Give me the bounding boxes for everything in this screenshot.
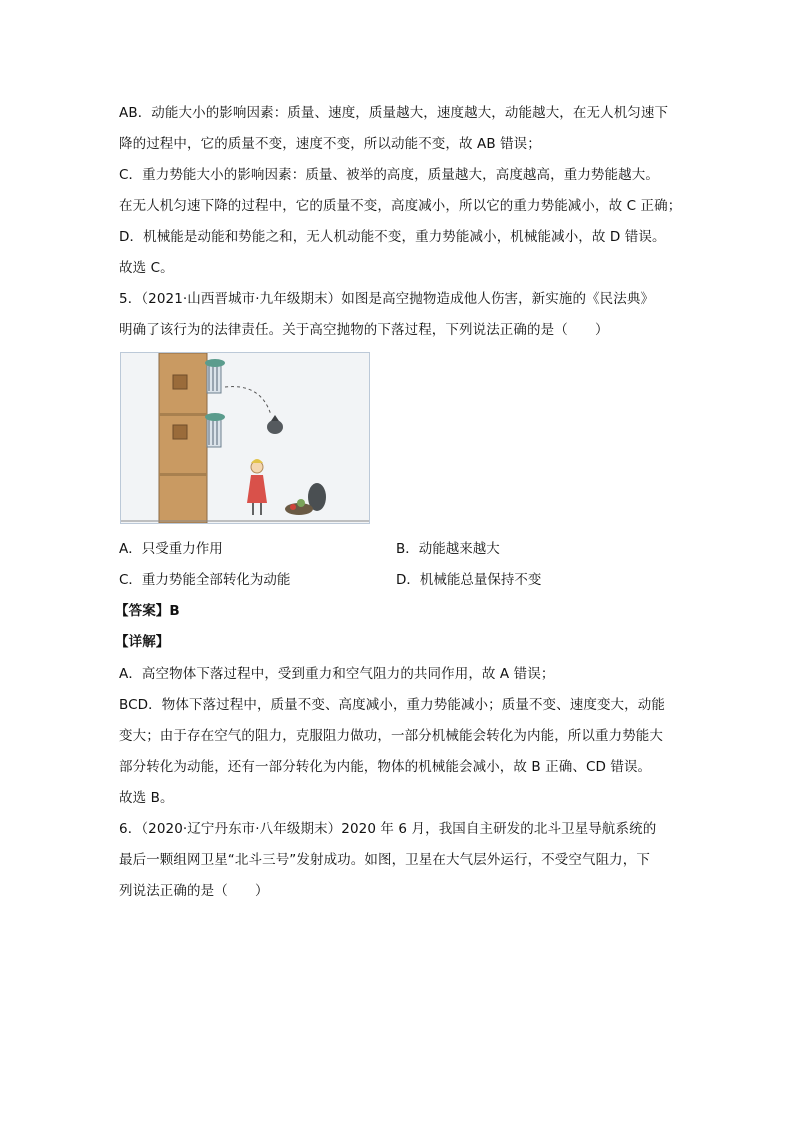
question-5-stem-line-2: 明确了该行为的法律责任。关于高空抛物的下落过程，下列说法正确的是（ ） xyxy=(119,322,609,338)
explanation-d-line: D．机械能是动能和势能之和，无人机动能不变，重力势能减小，机械能减小，故 D 错误。 xyxy=(119,229,666,245)
question-5-option-c[interactable]: C．重力势能全部转化为动能 xyxy=(119,572,291,588)
question-5-option-b[interactable]: B．动能越来越大 xyxy=(396,541,500,557)
question-5-detail-bcd-3: 部分转化为动能，还有一部分转化为内能，物体的机械能会减小，故 B 正确、CD 错误。 xyxy=(119,759,652,775)
falling-object-illustration xyxy=(121,353,369,523)
question-5-conclusion: 故选 B。 xyxy=(119,790,174,806)
explanation-ab-line-1: AB．动能大小的影响因素：质量、速度，质量越大，速度越大，动能越大，在无人机匀速下 xyxy=(119,105,669,121)
question-5-detail-heading: 【详解】 xyxy=(115,634,170,650)
question-5-stem-line-1: 5．（2021·山西晋城市·九年级期末）如图是高空抛物造成他人伤害，新实施的《民法典》 xyxy=(119,291,655,307)
question-6-stem-line-1: 6．（2020·辽宁丹东市·八年级期末）2020 年 6 月，我国自主研发的北斗卫星导航系统的 xyxy=(119,821,657,837)
explanation-c-line-1: C．重力势能大小的影响因素：质量、被举的高度，质量越大，高度越高，重力势能越大。 xyxy=(119,167,659,183)
question-5-option-a[interactable]: A．只受重力作用 xyxy=(119,541,223,557)
explanation-ab-line-2: 降的过程中，它的质量不变，速度不变，所以动能不变，故 AB 错误； xyxy=(119,136,541,152)
question-5-option-d[interactable]: D．机械能总量保持不变 xyxy=(396,572,542,588)
question-5-answer: 【答案】B xyxy=(115,603,180,619)
question-6-stem-line-3: 列说法正确的是（ ） xyxy=(119,883,269,899)
explanation-c-line-2: 在无人机匀速下降的过程中，它的质量不变，高度减小，所以它的重力势能减小，故 C 正确； xyxy=(119,198,682,214)
question-5-detail-a: A．高空物体下落过程中，受到重力和空气阻力的共同作用，故 A 错误； xyxy=(119,666,555,682)
question-5-detail-bcd-2: 变大；由于存在空气的阻力，克服阻力做功，一部分机械能会转化为内能，所以重力势能大 xyxy=(119,728,663,744)
question-6-stem-line-2: 最后一颗组网卫星“北斗三号”发射成功。如图，卫星在大气层外运行，不受空气阻力，下 xyxy=(119,852,650,868)
question-5-illustration xyxy=(120,352,370,524)
question-5-detail-bcd-1: BCD．物体下落过程中，质量不变、高度减小，重力势能减小；质量不变、速度变大，动能 xyxy=(119,697,665,713)
explanation-conclusion: 故选 C。 xyxy=(119,260,174,276)
